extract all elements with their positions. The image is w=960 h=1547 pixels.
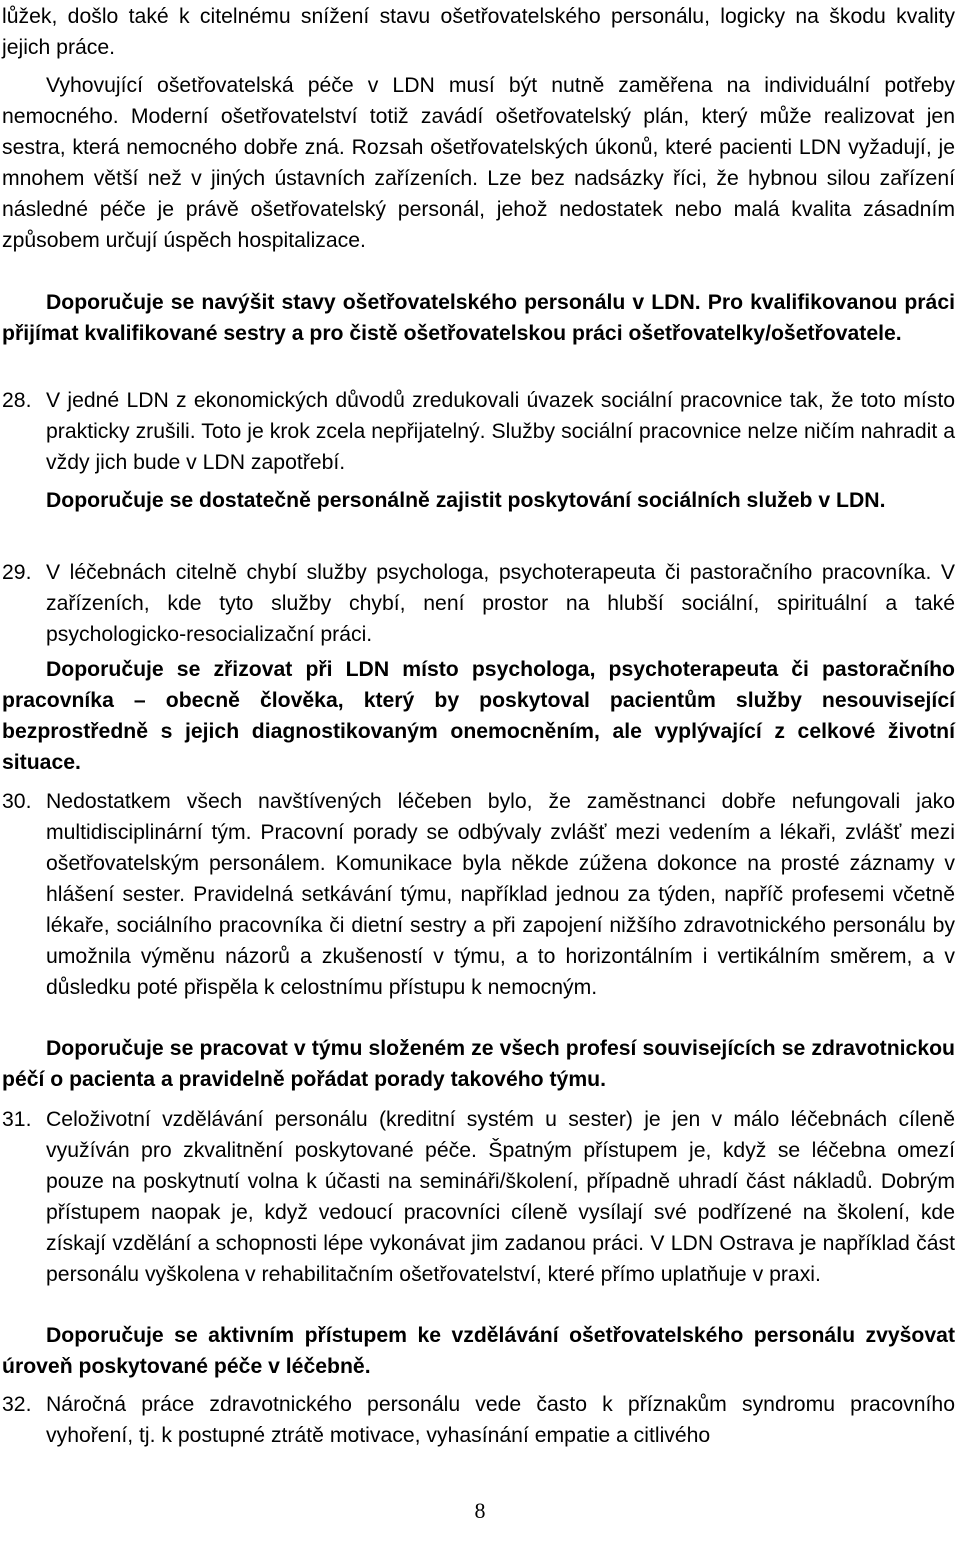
item-number-30: 30.: [2, 790, 32, 813]
item-text-32: Náročná práce zdravotnického personálu vede často k příznakům syndromu pracovního vyhoření, tj. k postupné ztrátě motivace, vyhasínání empatie a citlivého: [46, 1393, 955, 1447]
recommendation-nursing-staff: Doporučuje se navýšit stavy ošetřovatelského personálu v LDN. Pro kvalifikovanou práci přijímat kvalifikované sestry a pro čistě ošetřovatelskou práci ošetřovatelky/ošetřovatele.: [2, 291, 955, 345]
item-number-28: 28.: [2, 389, 32, 412]
item-text-28: V jedné LDN z ekonomických důvodů zredukovali úvazek sociální pracovnice tak, že toto místo prakticky zrušili. Toto je krok zcela nepřijatelný. Služby sociální pracovnice nelze ničím nahradit a vždy jich bude v LDN zapotřebí.: [46, 389, 955, 474]
item-number-32: 32.: [2, 1393, 32, 1416]
list-item-31: [2, 1104, 955, 1290]
item-number-29: 29.: [2, 561, 32, 584]
list-item-28: [2, 385, 955, 478]
list-item-32: [2, 1389, 955, 1451]
recommendation-team-meetings: Doporučuje se pracovat v týmu složeném ze všech profesí souvisejících se zdravotnickou péčí o pacienta a pravidelně pořádat porady takového týmu.: [2, 1037, 955, 1091]
paragraph-intro: lůžek, došlo také k citelnému snížení stavu ošetřovatelského personálu, logicky na škodu kvality jejich práce.: [2, 5, 955, 59]
list-item-30: [2, 786, 955, 1003]
recommendation-psychologist: Doporučuje se zřizovat při LDN místo psychologa, psychoterapeuta či pastoračního pracovníka – obecně člověka, který by poskytoval pacientům služby nesouvisející bezprostředně s jejich diagnostikovaným onemocněním, ale vyplývající z celkové životní situace.: [2, 658, 955, 774]
item-text-29: V léčebnách citelně chybí služby psychologa, psychoterapeuta či pastoračního pracovníka. V zařízeních, kde tyto služby chybí, není prostor na hlubší sociální, spirituální a také psychologicko-resocializační práci.: [46, 561, 955, 646]
item-number-31: 31.: [2, 1108, 32, 1131]
recommendation-social-services: Doporučuje se dostatečně personálně zajistit poskytování sociálních služeb v LDN.: [46, 489, 886, 512]
item-text-31: Celoživotní vzdělávání personálu (kreditní systém u sester) je jen v málo léčebnách cíleně využíván pro zkvalitnění poskytované péče. Špatným přístupem je, když se léčebna omezí pouze na poskytnutí volna k účasti na semináři/školení, případně uhradí část nákladů. Dobrým přístupem naopak je, když vedoucí pracovníci cíleně vysílají své podřízené na školení, kde získají vzdělání a schopnosti lépe vykonávat jim zadanou práci. V LDN Ostrava je například část personálu vyškolena v rehabilitačním ošetřovatelství, které přímo uplatňuje v praxi.: [46, 1108, 955, 1286]
paragraph-nursing-care: Vyhovující ošetřovatelská péče v LDN musí být nutně zaměřena na individuální potřeby nemocného. Moderní ošetřovatelství totiž zavádí ošetřovatelský plán, který může realizovat jen sestra, která nemocného dobře zná. Rozsah ošetřovatelských úkonů, které pacienti LDN vyžadují, je mnohem větší než v jiných ústavních zařízeních. Lze bez nadsázky říci, že hybnou silou zařízení následné péče je právě ošetřovatelský personál, jehož nedostatek nebo malá kvalita zásadním způsobem určují úspěch hospitalizace.: [2, 74, 955, 252]
recommendation-education: Doporučuje se aktivním přístupem ke vzdělávání ošetřovatelského personálu zvyšovat úroveň poskytované péče v léčebně.: [2, 1324, 955, 1378]
list-item-29: [2, 557, 955, 650]
page-number: 8: [474, 1498, 486, 1523]
item-text-30: Nedostatkem všech navštívených léčeben bylo, že zaměstnanci dobře nefungovali jako multidisciplinární tým. Pracovní porady se odbývaly zvlášť mezi vedením a lékaři, zvlášť mezi ošetřovatelským personálem. Komunikace byla někde zúžena dokonce na prosté záznamy v hlášení sester. Pravidelná setkávání týmu, například jednou za týden, napříč profesemi včetně lékaře, sociálního pracovníka či dietní sestry a při zapojení nižšího zdravotnického personálu by umožnila výměnu názorů a zkušeností v týmu, a to horizontálním i vertikálním směrem, a v důsledku poté přispěla k celostnímu přístupu k nemocným.: [46, 790, 955, 999]
